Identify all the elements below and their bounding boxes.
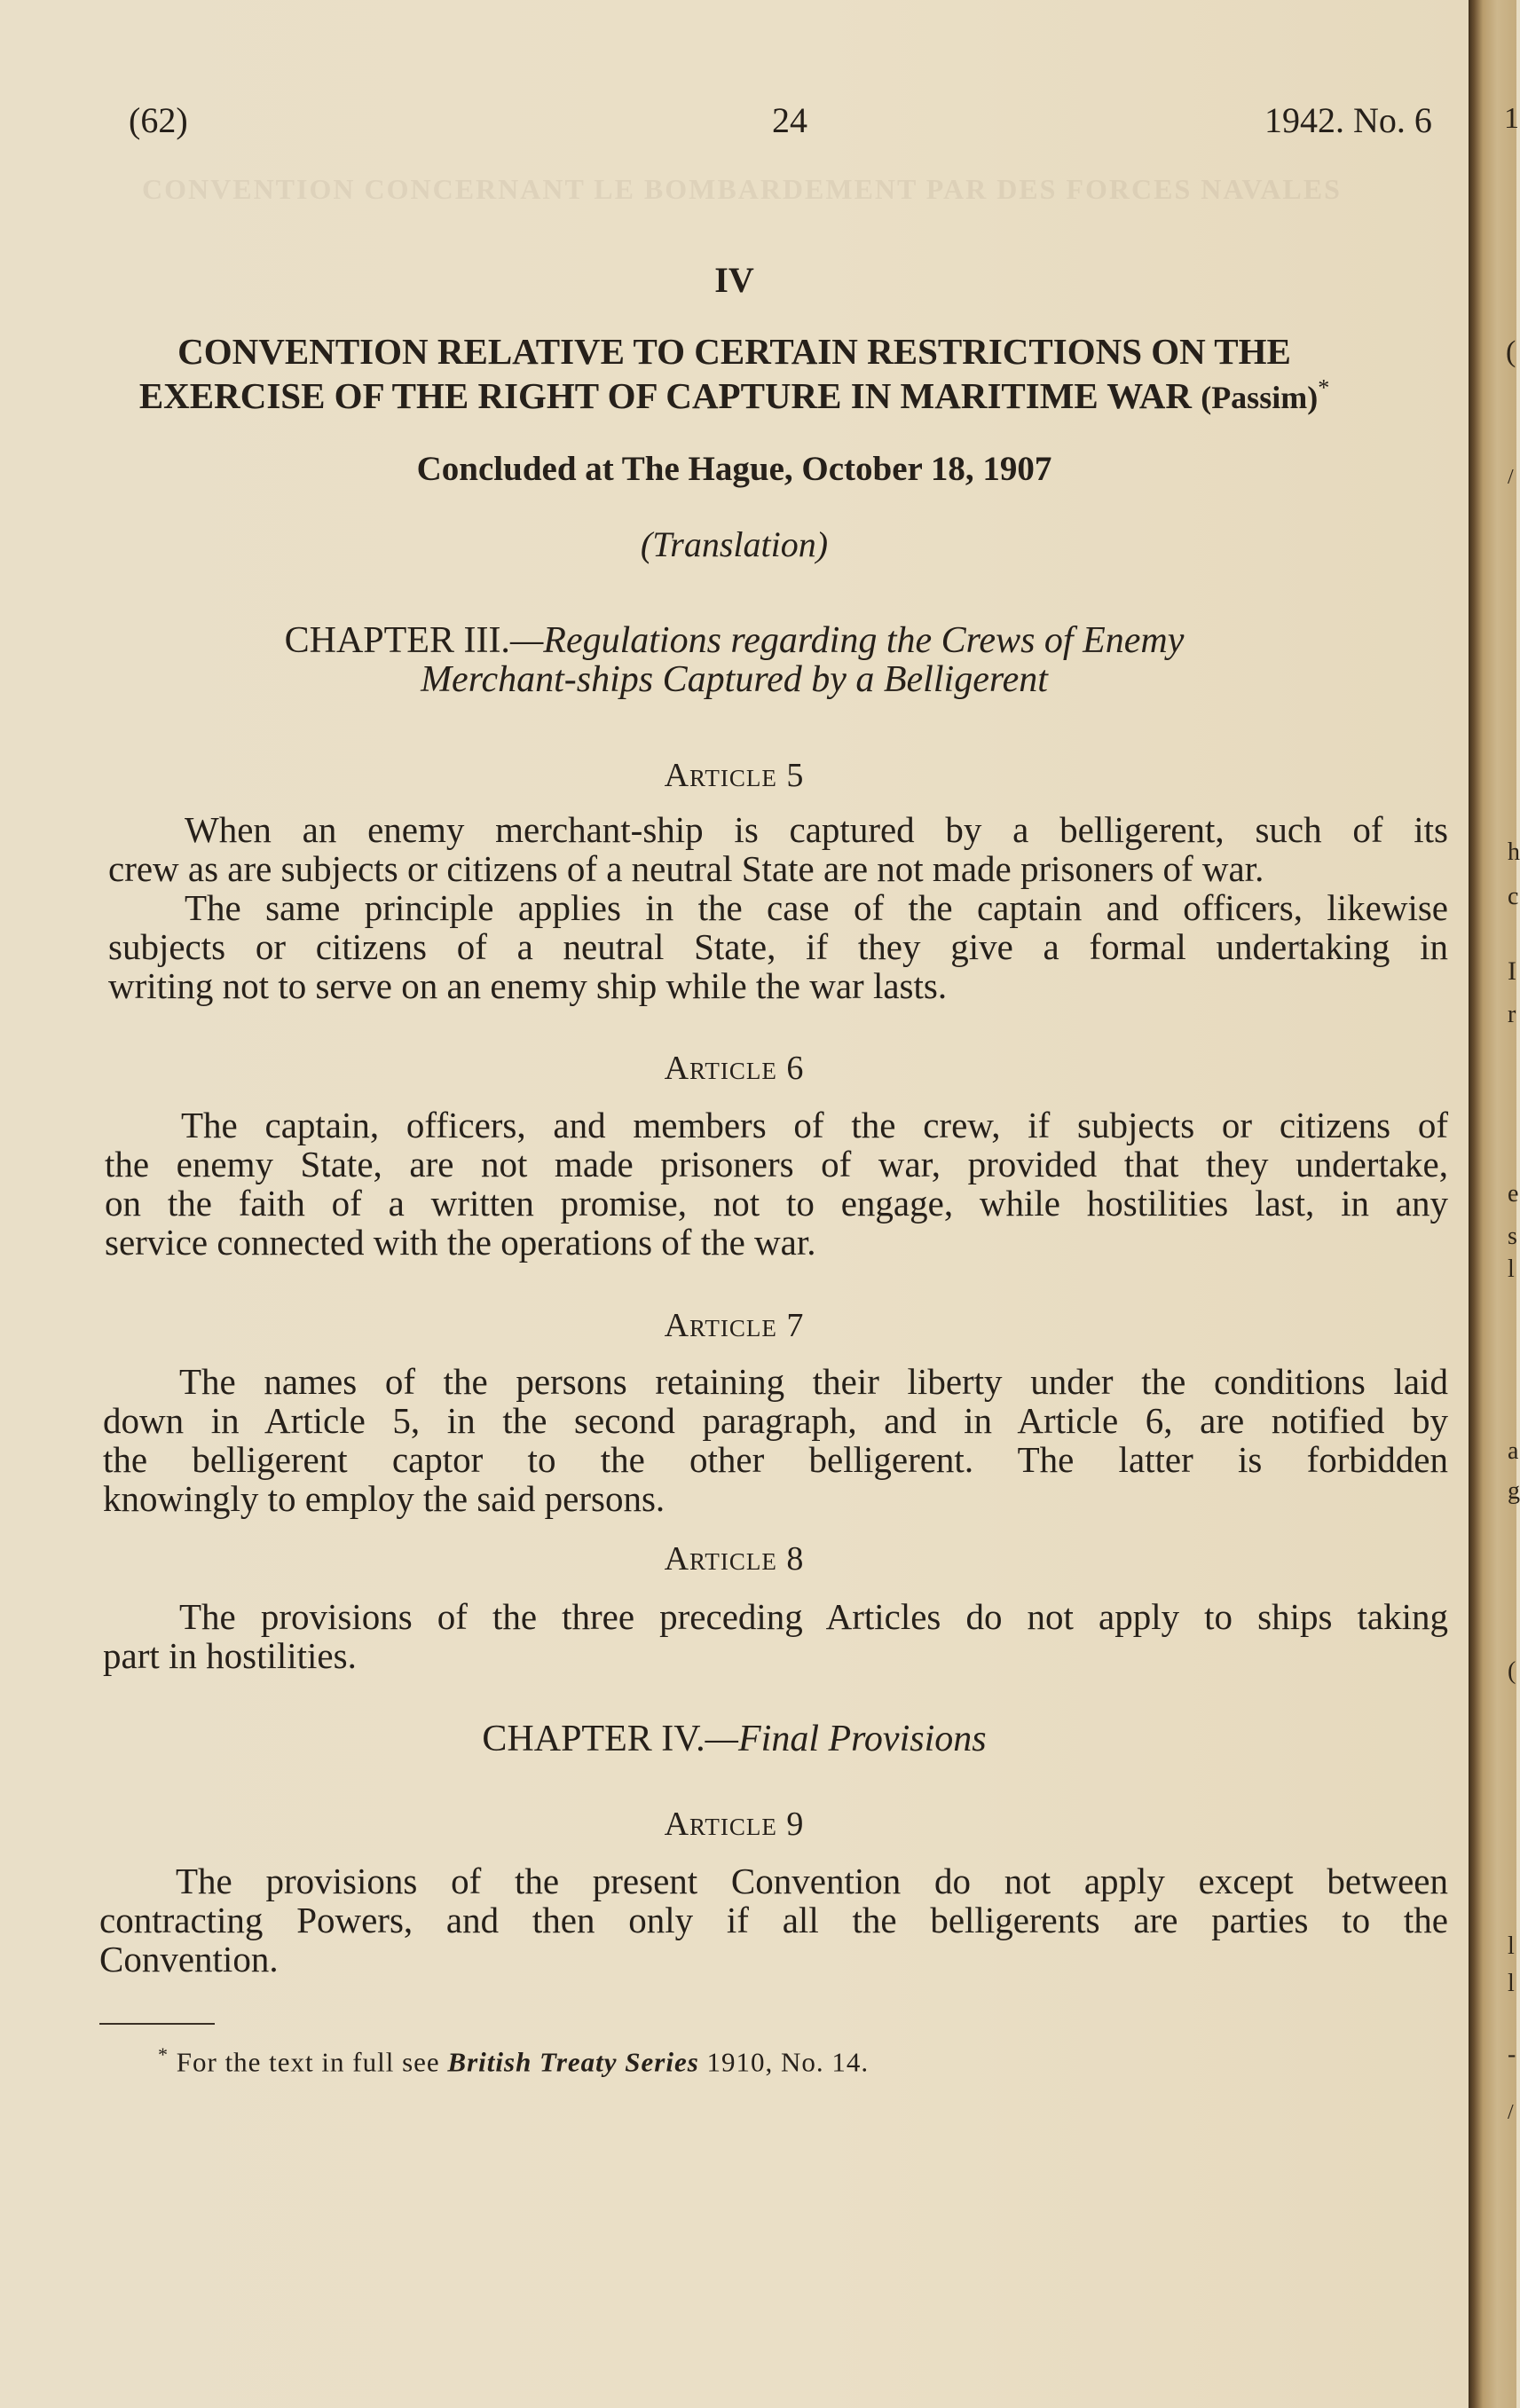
text-line: The provisions of the three preceding Articles do not apply to ships taking [179, 1596, 1448, 1637]
facing-page-glyph: I [1508, 956, 1516, 986]
text-line: the enemy State, are not made prisoners of war, provided that they undertake, [105, 1144, 1448, 1184]
translation-note: (Translation) [640, 524, 829, 564]
chapter-3-label: CHAPTER III. [284, 620, 510, 661]
facing-page-glyph: l [1508, 1970, 1515, 1997]
article-9-paragraph [99, 1861, 1448, 1979]
footnote-rule [99, 2023, 215, 2025]
facing-page-glyph: / [1508, 466, 1514, 489]
facing-page-glyph: ( [1506, 335, 1516, 368]
facing-page-glyph: s [1508, 1223, 1517, 1250]
facing-page-edge [1469, 0, 1520, 2408]
facing-page-glyph: e [1508, 1180, 1519, 1208]
facing-page-glyph: 1 [1504, 102, 1519, 135]
article-7-heading: Article 7 [664, 1307, 805, 1344]
footnote-series-title: British Treaty Series [447, 2046, 699, 2078]
article-5-paragraph-1 [108, 810, 1448, 888]
text-line: knowingly to employ the said persons. [103, 1478, 665, 1519]
article-6-heading: Article 6 [664, 1050, 805, 1087]
section-number: IV [714, 260, 754, 300]
article-5-heading: Article 5 [664, 757, 805, 794]
text-line: the belligerent captor to the other belligerent. The latter is forbidden [103, 1439, 1448, 1480]
article-9-heading: Article 9 [664, 1806, 805, 1843]
header-page-number-center: 24 [772, 100, 807, 140]
show-through-text: CONVENTION CONCERNANT LE BOMBARDEMENT PAR DES FORCES NAVALES [142, 173, 1342, 205]
text-line: The names of the persons retaining their liberty under the conditions laid [179, 1361, 1448, 1402]
text-line: crew as are subjects or citizens of a neutral State are not made prisoners of war. [108, 848, 1264, 889]
article-8-heading: Article 8 [664, 1540, 805, 1578]
footnote-marker: * [158, 2043, 169, 2066]
header-reference-right: 1942. No. 6 [1264, 100, 1432, 140]
text-line: down in Article 5, in the second paragraph, and in Article 6, are notified by [103, 1400, 1448, 1441]
header-page-number-left: (62) [129, 100, 188, 140]
chapter-3-title-line-1: —Regulations regarding the Crews of Enemy [509, 620, 1185, 661]
convention-title-line-1: CONVENTION RELATIVE TO CERTAIN RESTRICTIONS ON THE [177, 331, 1291, 372]
article-8-paragraph [103, 1597, 1448, 1675]
article-7-paragraph [103, 1362, 1448, 1518]
concluded-line: Concluded at The Hague, October 18, 1907 [416, 450, 1052, 488]
text-line: part in hostilities. [103, 1635, 357, 1676]
facing-page-glyph: / [1508, 2101, 1514, 2124]
text-line: subjects or citizens of a neutral State, if they give a formal undertaking in [108, 926, 1448, 967]
text-line: contracting Powers, and then only if all the belligerents are parties to the [99, 1900, 1448, 1940]
text-line: service connected with the operations of the war. [105, 1222, 816, 1263]
text-line: When an enemy merchant-ship is captured by a belligerent, such of its [185, 809, 1448, 850]
facing-page-glyph: a [1508, 1437, 1519, 1465]
chapter-4-label: CHAPTER IV. [482, 1719, 705, 1759]
chapter-4-heading [0, 1718, 1469, 1760]
convention-title-line-2 [0, 374, 1469, 417]
footnote-reference: * [1318, 374, 1330, 401]
facing-page-glyph: g [1508, 1477, 1520, 1505]
running-header [0, 99, 1469, 144]
text-line: writing not to serve on an enemy ship while the war lasts. [108, 965, 948, 1006]
convention-title-text: EXERCISE OF THE RIGHT OF CAPTURE IN MARITIME WAR [138, 375, 1192, 416]
footnote-suffix: 1910, No. 14. [698, 2046, 870, 2078]
text-line: The provisions of the present Convention do not apply except between [176, 1861, 1448, 1901]
text-line: Convention. [99, 1939, 279, 1979]
chapter-3-heading [0, 621, 1469, 699]
article-5-paragraph-2 [108, 888, 1448, 1005]
facing-page-glyph: h [1508, 838, 1520, 866]
facing-page-glyph: c [1508, 883, 1519, 910]
chapter-3-title-line-2: Merchant-ships Captured by a Belligerent [421, 659, 1048, 700]
facing-page-glyph: ( [1508, 1657, 1516, 1685]
text-line: on the faith of a written promise, not to engage, while hostilities last, in any [105, 1183, 1448, 1224]
chapter-4-title: —Final Provisions [705, 1719, 987, 1759]
footnote [158, 2043, 869, 2078]
facing-page-glyph: l [1508, 1932, 1515, 1960]
text-line: The same principle applies in the case of the captain and officers, likewise [185, 887, 1448, 928]
footnote-prefix: For the text in full see [176, 2046, 448, 2078]
facing-page-glyph: l [1508, 1255, 1515, 1283]
convention-title-suffix: (Passim) [1201, 380, 1319, 415]
facing-page-glyph: - [1508, 2041, 1516, 2068]
article-6-paragraph [105, 1106, 1448, 1262]
text-line: The captain, officers, and members of the crew, if subjects or citizens of [181, 1105, 1448, 1145]
facing-page-glyph: r [1508, 1001, 1516, 1028]
